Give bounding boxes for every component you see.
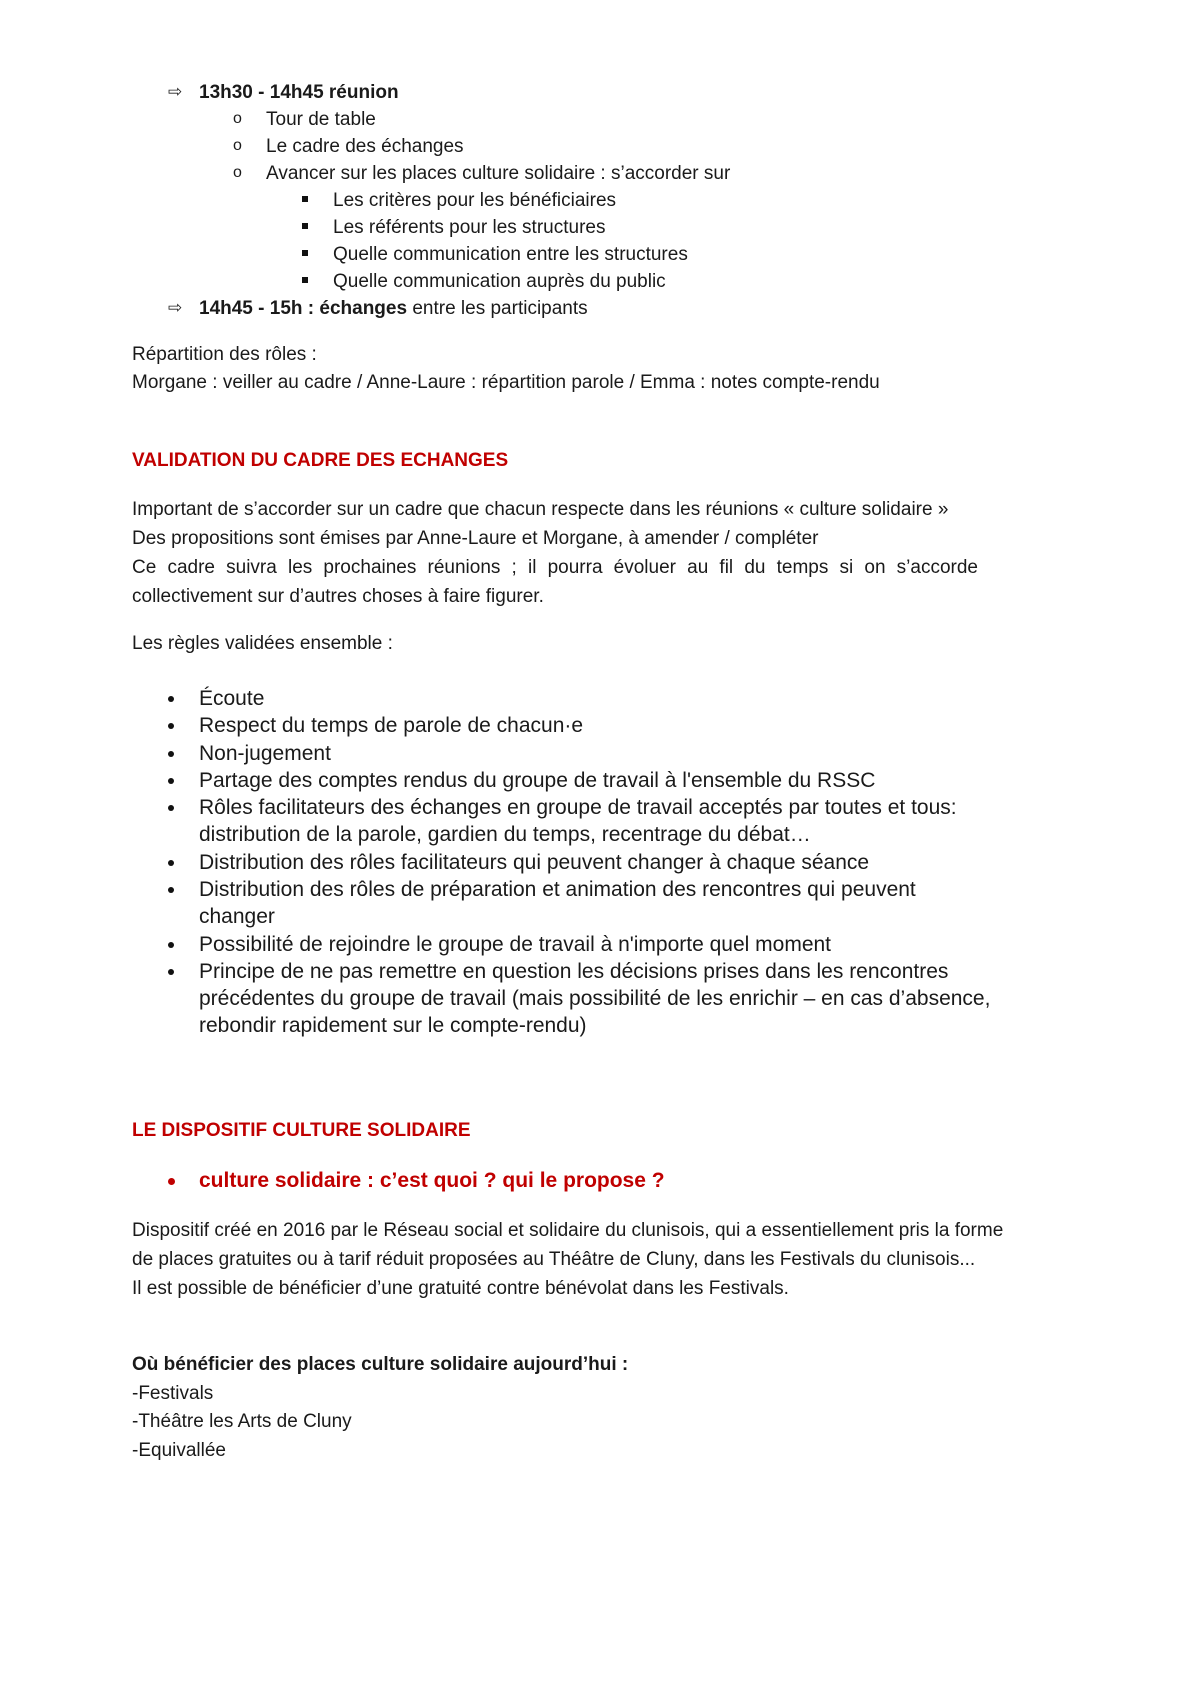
square-bullet-icon — [302, 250, 308, 256]
rule-text: changer — [199, 905, 275, 929]
rule-text: rebondir rapidement sur le compte-rendu) — [199, 1014, 587, 1037]
circle-bullet-icon: o — [233, 137, 242, 154]
rule-text: Possibilité de rejoindre le groupe de travail à n'importe quel moment — [199, 932, 832, 956]
agenda-subsubitem: Les référents pour les structures — [333, 217, 606, 238]
agenda-item-2-time: 14h45 - 15h : échanges — [199, 298, 408, 319]
bullet-icon — [168, 723, 174, 729]
bullet-icon — [168, 969, 174, 975]
square-bullet-icon — [302, 277, 308, 283]
rule-text: Partage des comptes rendus du groupe de travail à l'ensemble du RSSC — [199, 768, 876, 792]
square-bullet-icon — [302, 223, 308, 229]
rules-label: Les règles validées ensemble : — [132, 633, 393, 654]
bullet-icon — [168, 1178, 175, 1185]
arrow-bullet-icon: ⇨ — [168, 298, 183, 317]
where-item: -Festivals — [132, 1383, 214, 1404]
agenda-subitem: Avancer sur les places culture solidaire : s’accorder sur — [266, 163, 731, 184]
section1-line: Important de s’accorder sur un cadre que chacun respecte dans les réunions « culture solidaire » — [132, 499, 949, 520]
bullet-icon — [168, 805, 174, 811]
section2-line: Il est possible de bénéficier d’une gratuité contre bénévolat dans les Festivals. — [132, 1278, 789, 1299]
bullet-icon — [168, 751, 174, 757]
section-heading-dispositif: LE DISPOSITIF CULTURE SOLIDAIRE — [132, 1120, 471, 1141]
bullet-icon — [168, 696, 174, 702]
circle-bullet-icon: o — [233, 110, 242, 127]
section2-line: Dispositif créé en 2016 par le Réseau social et solidaire du clunisois, qui a essentiellement pris la forme — [132, 1220, 1004, 1241]
section1-paragraph: Ce cadre suivra les prochaines réunions ; il pourra évoluer au fil du temps si on s’accorde collectivement sur d’autres choses à faire figurer. — [132, 557, 978, 607]
agenda-item-2-text: entre les participants — [407, 298, 588, 319]
rule-text: Distribution des rôles facilitateurs qui peuvent changer à chaque séance — [199, 850, 870, 874]
rule-text: Non-jugement — [199, 741, 331, 765]
where-label: Où bénéficier des places culture solidaire aujourd’hui : — [132, 1354, 629, 1375]
bullet-icon — [168, 887, 174, 893]
rule-text: précédentes du groupe de travail (mais possibilité de les enrichir – en cas d’absence, — [199, 987, 991, 1010]
rule-text: Distribution des rôles de préparation et animation des rencontres qui peuvent — [199, 878, 916, 902]
agenda-subsubitem: Quelle communication entre les structures — [333, 244, 688, 265]
where-item: -Equivallée — [132, 1440, 226, 1461]
roles-label: Répartition des rôles : — [132, 344, 317, 365]
square-bullet-icon — [302, 196, 308, 202]
bullet-icon — [168, 778, 174, 784]
rule-text: Principe de ne pas remettre en question les décisions prises dans les rencontres — [199, 960, 949, 983]
section-heading-validation: VALIDATION DU CADRE DES ECHANGES — [132, 450, 509, 471]
agenda-subitem: Tour de table — [266, 109, 376, 130]
agenda-subsubitem: Les critères pour les bénéficiaires — [333, 190, 617, 211]
bullet-icon — [168, 860, 174, 866]
agenda-subitem: Le cadre des échanges — [266, 136, 464, 157]
rule-text: Rôles facilitateurs des échanges en groupe de travail acceptés par toutes et tous: — [199, 796, 957, 820]
agenda-item-time: 13h30 - 14h45 réunion — [199, 82, 399, 103]
bullet-icon — [168, 942, 174, 948]
roles-text: Morgane : veiller au cadre / Anne-Laure : répartition parole / Emma : notes compte-rendu — [132, 372, 880, 393]
rule-text: Respect du temps de parole de chacun·e — [199, 714, 584, 738]
circle-bullet-icon: o — [233, 164, 242, 181]
rule-text: Écoute — [199, 687, 265, 710]
where-item: -Théâtre les Arts de Cluny — [132, 1411, 352, 1432]
section1-line: Des propositions sont émises par Anne-Laure et Morgane, à amender / compléter — [132, 528, 819, 549]
section2-subheading: culture solidaire : c’est quoi ? qui le propose ? — [199, 1169, 665, 1192]
section2-line: de places gratuites ou à tarif réduit proposées au Théâtre de Cluny, dans les Festivals du clunisois... — [132, 1249, 976, 1270]
rule-text: distribution de la parole, gardien du temps, recentrage du débat… — [199, 823, 811, 847]
agenda-subsubitem: Quelle communication auprès du public — [333, 271, 666, 292]
arrow-bullet-icon: ⇨ — [168, 82, 183, 101]
agenda-item-2 — [199, 294, 588, 323]
